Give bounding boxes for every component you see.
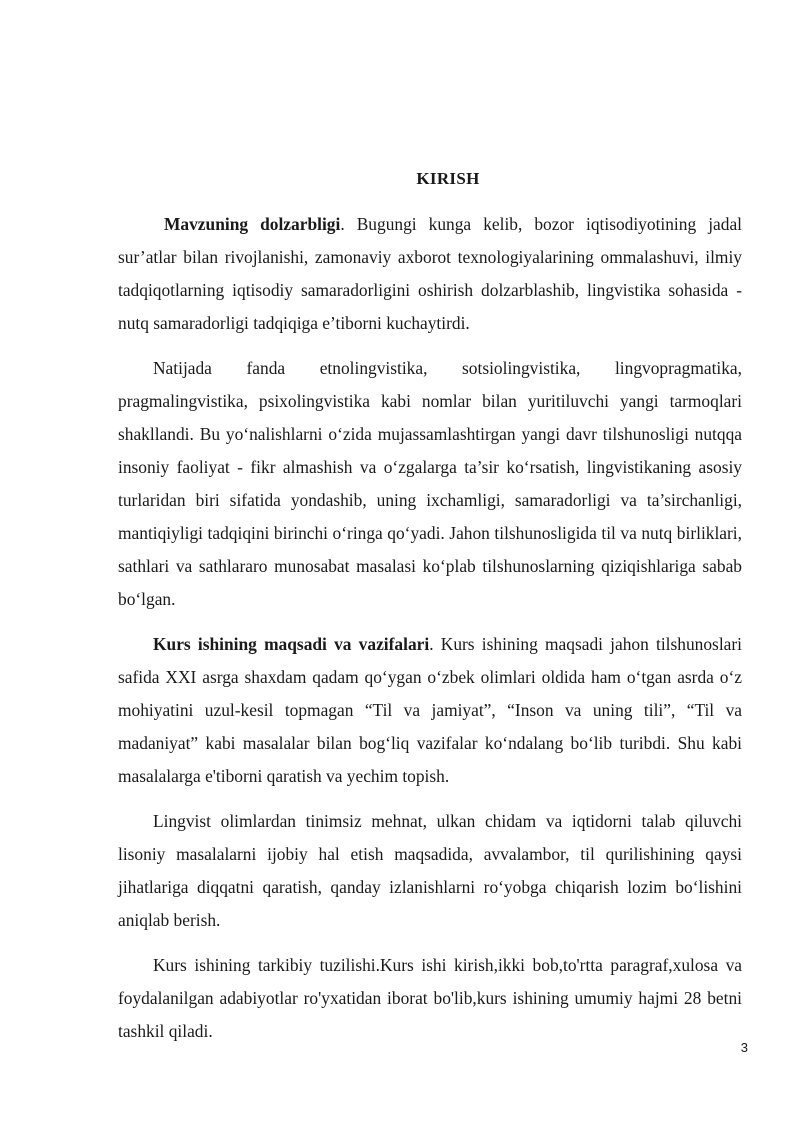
paragraph-relevance <box>118 208 742 340</box>
paragraph-text: Natijada fanda etnolingvistika, sotsiolingvistika, lingvopragmatika, pragmalingvistika, psixolingvistika kabi nomlar bilan yuritiluvchi yangi tarmoqlari shakllandi. Bu yo‘nalishlarni o‘zida mujassamlashtirgan yangi davr tilshunosligi nutqqa insoniy faoliyat - fikr almashish va o‘zgalarga ta’sir ko‘rsatish, lingvistikaning asosiy turlaridan biri sifatida yondashib, uning ixchamligi, samaradorligi va ta’sirchanligi, mantiqiyligi tadqiqini birinchi o‘ringa qo‘yadi. Jahon tilshunosligida til va nutq birliklari, sathlari va sathlararo munosabat masalasi ko‘plab tilshunoslarning qiziqishlariga sabab bo‘lgan. <box>118 358 742 609</box>
page-title: KIRISH <box>416 169 480 188</box>
paragraph-linguists <box>118 805 742 937</box>
paragraph-text: Kurs ishining tarkibiy tuzilishi.Kurs ishi kirish,ikki bob,to'rtta paragraf,xulosa va foydalanilgan adabiyotlar ro'yxatidan iborat bo'lib,kurs ishining umumiy hajmi 28 betni tashkil qiladi. <box>118 955 742 1041</box>
paragraph-text: . Bugungi kunga kelib, bozor iqtisodiyotining jadal sur’atlar bilan rivojlanishi, zamonaviy axborot texnologiyalarining ommalashuvi, ilmiy tadqiqotlarning iqtisodiy samaradorligini oshirish dolzarblashib, lingvistika sohasida - nutq samaradorligi tadqiqiga e’tiborni kuchaytirdi. <box>118 214 742 333</box>
paragraph-new-branches <box>118 352 742 616</box>
paragraph-structure <box>118 949 742 1048</box>
paragraph-text: Lingvist olimlardan tinimsiz mehnat, ulkan chidam va iqtidorni talab qiluvchi lisoniy masalalarni ijobiy hal etish maqsadida, avvalambor, til qurilishining qaysi jihatlariga diqqatni qaratish, qanday izlanishlarni ro‘yobga chiqarish lozim bo‘lishini aniqlab berish. <box>118 811 742 930</box>
page-number: 3 <box>740 1040 748 1055</box>
paragraph-text: . Kurs ishining maqsadi jahon tilshunoslari safida XXI asrga shaxdam qadam qo‘ygan o‘zbek olimlari oldida ham o‘tgan asrda o‘z mohiyatini uzul-kesil topmagan “Til va jamiyat”, “Inson va uning tili”, “Til va madaniyat” kabi masalalar bilan bog‘liq vazifalar ko‘ndalang bo‘lib turibdi. Shu kabi masalalarga e'tiborni qaratish va yechim topish. <box>118 634 743 786</box>
paragraph-heading: Mavzuning dolzarbligi <box>164 214 341 234</box>
paragraph-heading: Kurs ishining maqsadi va vazifalari <box>153 634 430 654</box>
document-body <box>118 208 742 1060</box>
paragraph-goals <box>118 628 742 793</box>
